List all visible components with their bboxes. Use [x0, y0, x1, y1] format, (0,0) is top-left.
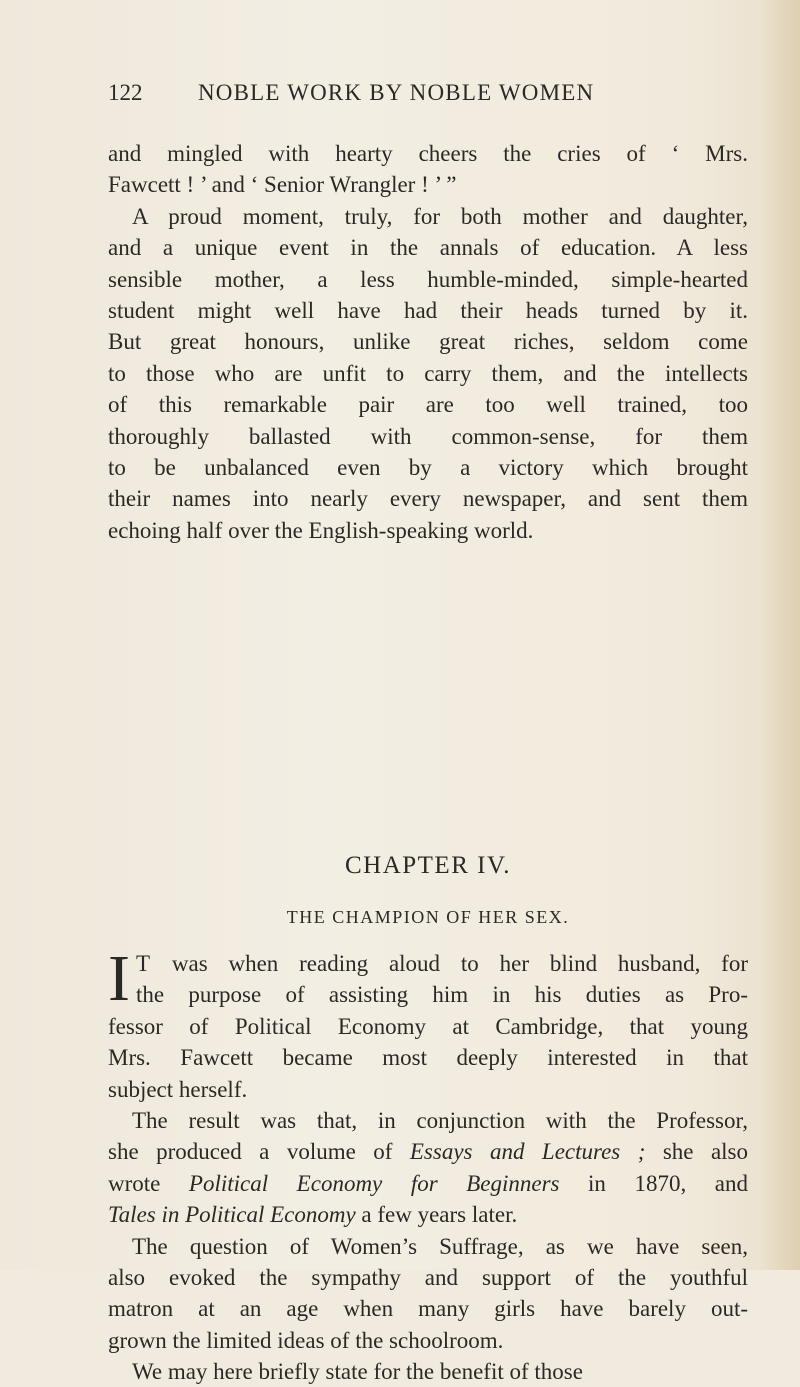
body-text-chapter — [108, 942, 748, 1387]
line-text: she also — [645, 1139, 748, 1165]
body-text-top — [108, 138, 748, 546]
chapter-heading: CHAPTER IV. — [344, 852, 512, 879]
text-line: We may here briefly state for the benefit of those — [132, 1359, 583, 1385]
text-line: The result was that, in conjunction with the Professor, — [132, 1107, 748, 1133]
drop-cap: I — [108, 942, 130, 1015]
page-number: 122 — [108, 80, 143, 105]
text-line — [108, 1136, 748, 1167]
text-line — [136, 948, 748, 979]
page-edge-shading — [760, 0, 800, 1270]
text-line: But great honours, unlike great riches, seldom come — [108, 329, 748, 355]
text-line: also evoked the sympathy and support of the youthful — [108, 1264, 748, 1290]
line-text: she produced a volume of — [108, 1139, 410, 1165]
running-head — [108, 80, 748, 112]
text-line: to those who are unfit to carry them, and the intellects — [108, 360, 748, 386]
text-line: and a unique event in the annals of education. A less — [108, 235, 748, 261]
chapter-subtitle: THE CHAMPION OF HER SEX. — [286, 907, 570, 927]
text-line: and mingled with hearty cheers the cries of ‘ Mrs. — [108, 141, 748, 166]
text-line: Mrs. Fawcett became most deeply interested in that — [108, 1045, 748, 1071]
text-line: The question of Women’s Suffrage, as we have seen, — [132, 1233, 748, 1259]
italic-title: Political Economy for Beginners — [188, 1170, 560, 1196]
small-cap-text: T — [135, 951, 152, 976]
running-title: NOBLE WORK BY NOBLE WOMEN — [198, 80, 595, 105]
line-text: in 1870, and — [559, 1170, 748, 1196]
text-line: Fawcett ! ’ and ‘ Senior Wrangler ! ’ ” — [108, 172, 457, 198]
line-text: wrote — [108, 1170, 189, 1196]
text-line: grown the limited ideas of the schoolroom. — [108, 1327, 504, 1353]
line-text: was when reading aloud to her blind husband, for — [151, 951, 748, 976]
opening-paragraph — [108, 942, 748, 1105]
text-line: echoing half over the English-speaking world. — [108, 517, 534, 543]
line-text: a few years later. — [355, 1202, 518, 1228]
text-line: subject herself. — [108, 1076, 248, 1102]
text-line: fessor of Political Economy at Cambridge, that young — [108, 1013, 748, 1039]
text-line: matron at an age when many girls have barely out- — [108, 1296, 748, 1322]
text-line: the purpose of assisting him in his duties as Pro- — [135, 982, 748, 1008]
text-line: their names into nearly every newspaper, and sent them — [108, 486, 748, 512]
text-line: A proud moment, truly, for both mother and daughter, — [132, 203, 748, 229]
text-line — [108, 1199, 748, 1230]
text-line — [108, 1168, 748, 1199]
italic-title: Essays and Lectures ; — [409, 1139, 646, 1165]
italic-title: Tales in Political Economy — [108, 1202, 356, 1228]
text-line: to be unbalanced even by a victory which brought — [108, 454, 748, 480]
text-line: thoroughly ballasted with common-sense, for them — [108, 423, 748, 449]
text-line: of this remarkable pair are too well trained, too — [108, 392, 748, 418]
text-line: sensible mother, a less humble-minded, simple-hearted — [108, 266, 748, 292]
text-line: student might well have had their heads turned by it. — [108, 297, 748, 323]
